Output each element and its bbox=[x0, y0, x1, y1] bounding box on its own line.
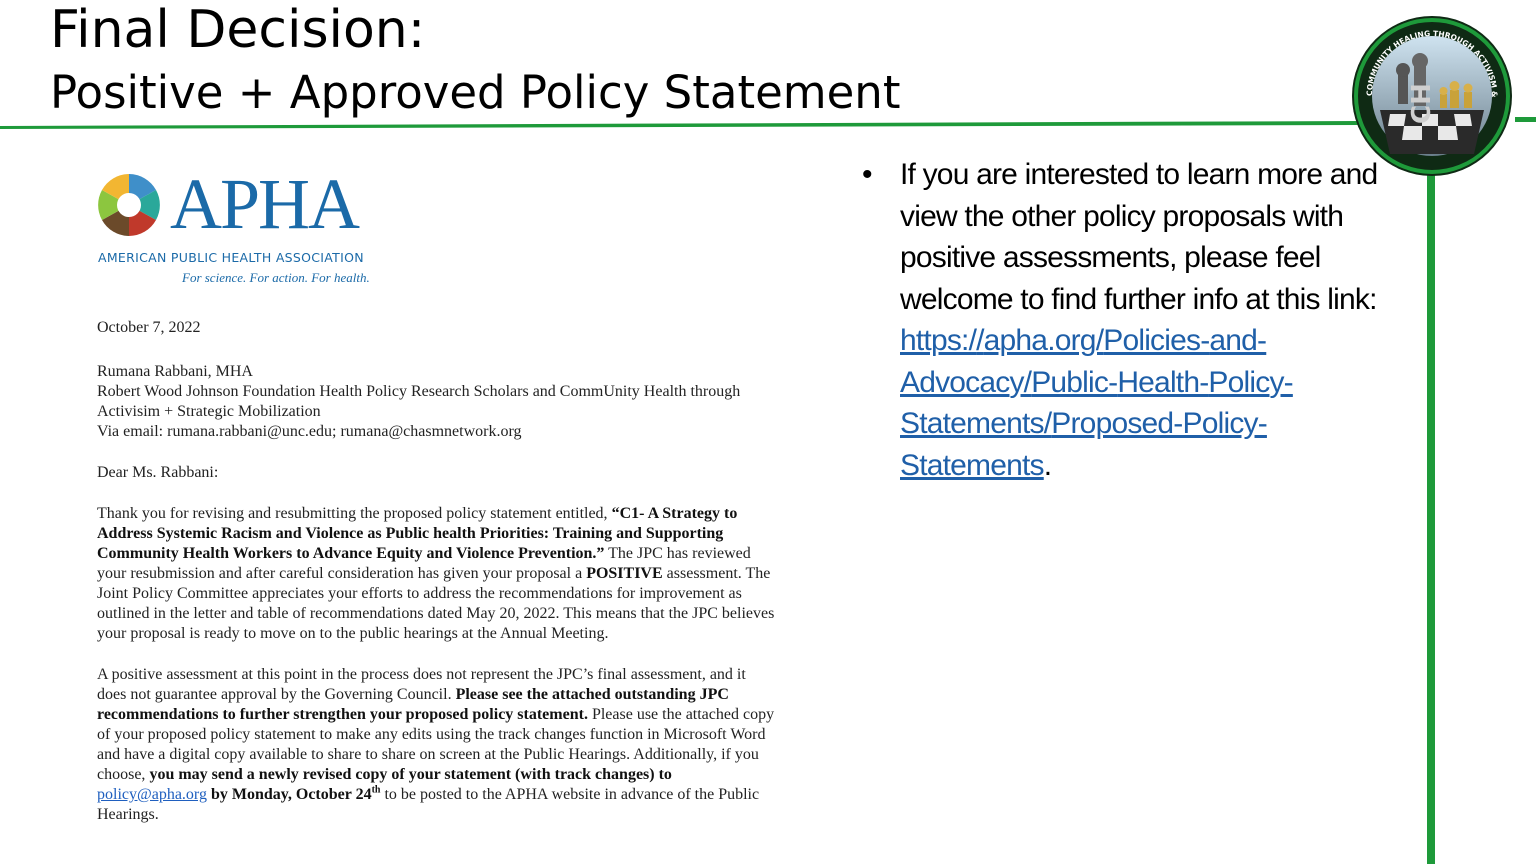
apha-tagline: For science. For action. For health. bbox=[182, 270, 370, 285]
letter-recipient-email: Via email: rumana.rabbani@unc.edu; rumana@chasmnetwork.org bbox=[97, 423, 522, 440]
letter-p1-line: Community Health Workers to Advance Equity and Violence Prevention.” The JPC has reviewed bbox=[97, 545, 751, 562]
letter-p2-line: Hearings. bbox=[97, 806, 159, 823]
letter-recipient-affiliation-2: Activisim + Strategic Mobilization bbox=[97, 403, 321, 420]
letter-p1-line: your resubmission and after careful consideration has given your proposal a POSITIVE assessment. The bbox=[97, 565, 771, 582]
right-vertical-rule bbox=[1427, 160, 1435, 864]
letter-p2-line: of your proposed policy statement to make any edits using the track changes function in Microsoft Word bbox=[97, 726, 766, 743]
info-bullet-text: If you are interested to learn more and view the other policy proposals with positive assessments, please feel welcome to find further info at this link: https://apha.org/Policies-and-Advocacy/Public-Health-Policy-Statements/Proposed-Policy-Statements. bbox=[900, 158, 1378, 482]
apha-org-name: AMERICAN PUBLIC HEALTH ASSOCIATION bbox=[98, 250, 364, 265]
letter-date: October 7, 2022 bbox=[97, 319, 201, 336]
letter-p2-line: recommendations to further strengthen your proposed policy statement. Please use the attached copy bbox=[97, 706, 775, 723]
letter-p2-line: policy@apha.org by Monday, October 24th to be posted to the APHA website in advance of the Public bbox=[97, 784, 760, 803]
letter-p2-line: does not guarantee approval by the Governing Council. Please see the attached outstanding JPC bbox=[97, 686, 729, 703]
svg-text:CH: CH bbox=[1407, 83, 1437, 124]
apha-letter-image bbox=[70, 150, 860, 850]
policy-email-link: policy@apha.org bbox=[97, 786, 207, 803]
letter-p1-line: your proposal is ready to move on to the public hearings at the Annual Meeting. bbox=[97, 625, 609, 642]
letter-p1-line: outlined in the letter and table of recommendations dated May 20, 2022. This means that the JPC believes bbox=[97, 605, 775, 622]
letter-p2-line: A positive assessment at this point in the process does not represent the JPC’s final assessment, and it bbox=[97, 666, 746, 683]
logo-ring-text: COMMUNITY HEALING THROUGH ACTIVISM & bbox=[1364, 28, 1500, 98]
title-divider bbox=[0, 121, 1360, 129]
letter-recipient-affiliation: Robert Wood Johnson Foundation Health Policy Research Scholars and CommUnity Health through bbox=[97, 383, 741, 400]
letter-salutation: Dear Ms. Rabbani: bbox=[97, 464, 219, 481]
apha-pinwheel-icon bbox=[96, 172, 162, 238]
letter-p1-line: Thank you for revising and resubmitting the proposed policy statement entitled, “C1- A Strategy to bbox=[97, 505, 738, 522]
slide-title-line2: Positive + Approved Policy Statement bbox=[50, 66, 901, 119]
letter-p2-line: and have a digital copy available to share to share on screen at the Public Hearings. Additionally, if you bbox=[97, 746, 759, 763]
letter-p2-line: choose, you may send a newly revised copy of your statement (with track changes) to bbox=[97, 766, 672, 783]
letter-p1-line: Address Systemic Racism and Violence as Public health Priorities: Training and Supporting bbox=[97, 525, 724, 542]
title-divider-right bbox=[1515, 117, 1536, 122]
letter-p1-line: Joint Policy Committee appreciates your efforts to address the recommendations for improvement as bbox=[97, 585, 742, 602]
apha-wordmark: APHA bbox=[170, 164, 359, 244]
slide-title-line1: Final Decision: bbox=[50, 0, 426, 60]
letter-recipient-name: Rumana Rabbani, MHA bbox=[97, 363, 253, 380]
apha-policy-link[interactable]: https://apha.org/Policies-and-Advocacy/Public-Health-Policy-Statements/Proposed-Policy-Statements bbox=[900, 324, 1293, 482]
bullet-dot-icon: • bbox=[862, 158, 873, 191]
